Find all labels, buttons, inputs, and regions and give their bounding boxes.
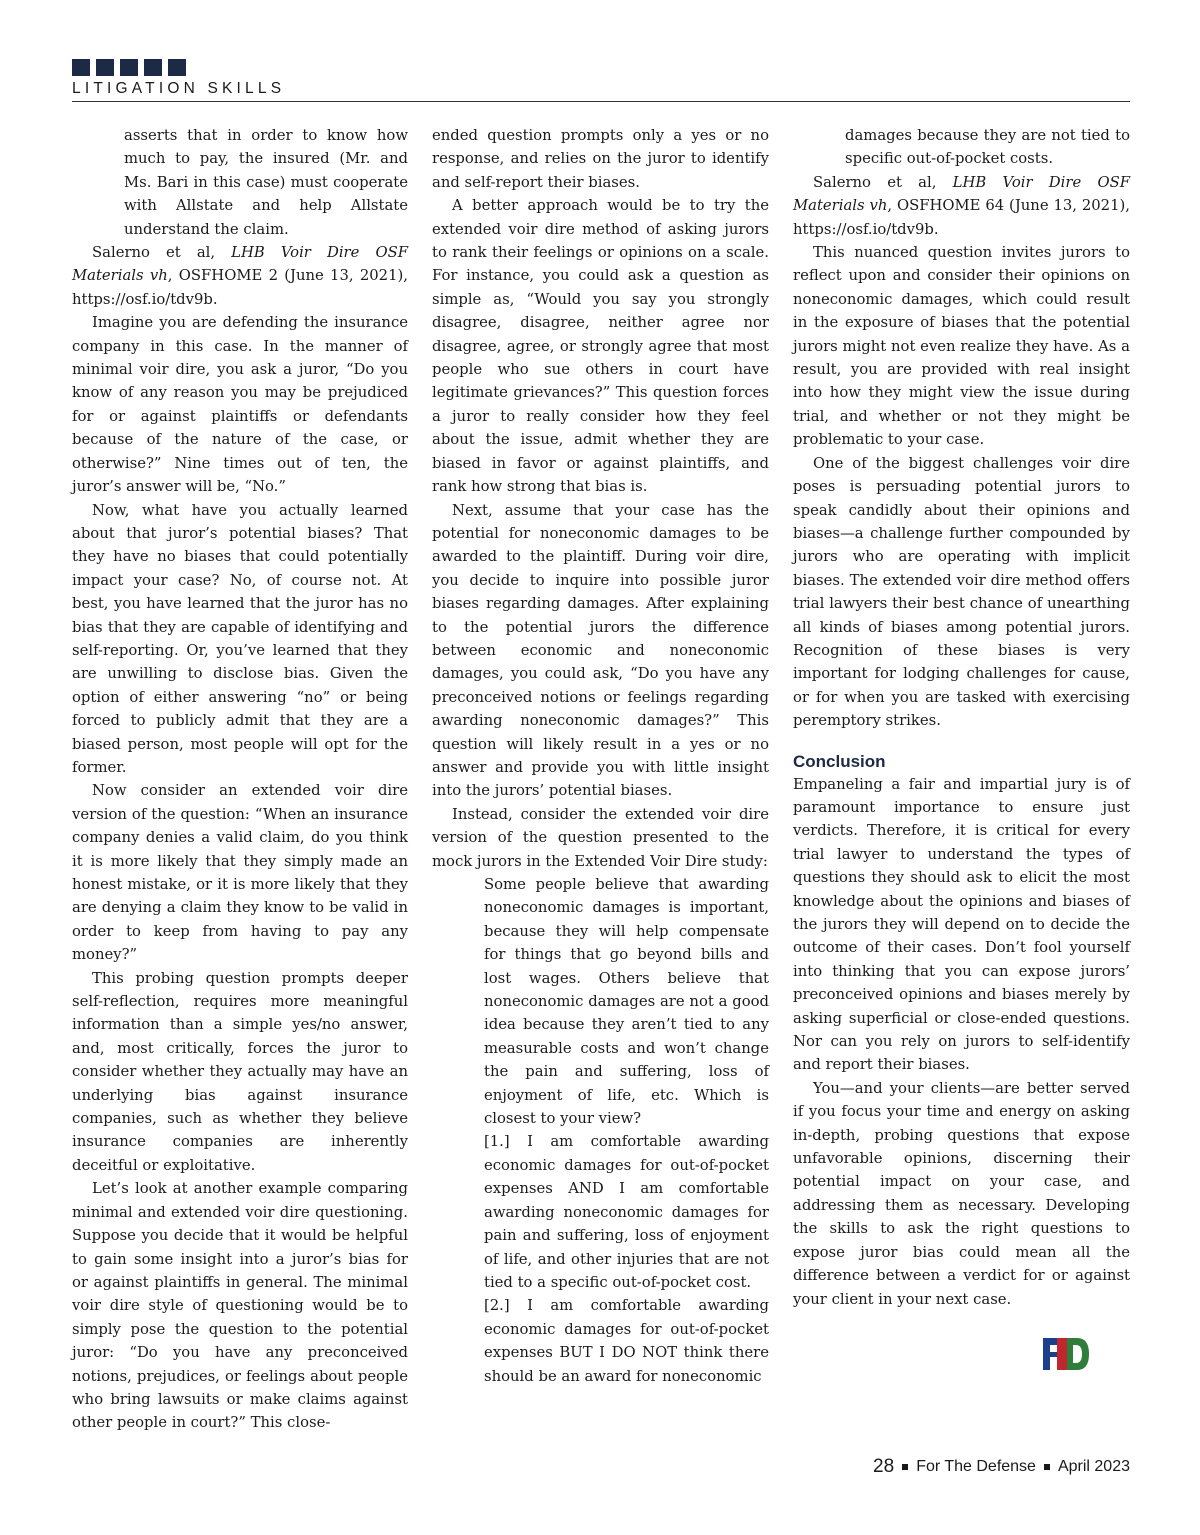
citation: Salerno et al, LHB Voir Dire OSF Materials vh, OSFHOME 64 (June 13, 2021), https://osf.io/tdv9b. — [793, 173, 1130, 238]
paragraph: This probing question prompts deeper self-reflection, requires more meaningful information than a simple yes/no answer, and, most critically, forces the juror to consider whether they actually may have an underlying bias against insurance companies, such as whether they believe insurance companies are inherently deceitful or exploitative. — [72, 969, 408, 1174]
column-3 — [793, 124, 1130, 1311]
paragraph: ended question prompts only a yes or no response, and relies on the juror to identify and self-report their biases. — [432, 127, 769, 191]
paragraph: You—and your clients—are better served if you focus your time and energy on asking in-depth, probing questions that expose unfavorable opinions, discerning their potential impact on your case, and addressing them as necessary. Developing the skills to ask the right questions to expose juror bias could mean all the difference between a verdict for or against your client in your next case. — [793, 1079, 1130, 1308]
marker-square — [168, 59, 186, 76]
section-label: LITIGATION SKILLS — [72, 80, 286, 97]
section-heading: Conclusion — [793, 751, 886, 771]
paragraph: Imagine you are defending the insurance company in this case. In the manner of minimal voir dire, you ask a juror, “Do you know of any reason you may be prejudiced for or against plaintiffs or defendants because of the nature of the case, or otherwise?” Nine times out of ten, the juror’s answer will be, “No.” — [72, 314, 408, 496]
marker-square — [144, 59, 162, 76]
page-number: 28 — [873, 1456, 895, 1477]
block-quote: asserts that in order to know how much to pay, the insured (Mr. and Ms. Bari in this case) must cooperate with Allstate and help Allstate understand the claim. — [124, 127, 408, 238]
column-1 — [72, 124, 408, 1435]
column-2 — [432, 124, 769, 1388]
citation: Salerno et al, LHB Voir Dire OSF Materials vh, OSFHOME 2 (June 13, 2021), https://osf.io/tdv9b. — [72, 244, 408, 308]
marker-square — [120, 59, 138, 76]
paragraph: A better approach would be to try the extended voir dire method of asking jurors to rank their feelings or opinions on a scale. For instance, you could ask a question as simple as, “Would you say you strongly disagree, disagree, neither agree nor disagree, agree, or strongly agree that most people who sue others in court have legitimate grievances?” This question forces a juror to really consider how they feel about the issue, admit whether they are biased in favor or against plaintiffs, and rank how strong that bias is. — [432, 197, 769, 496]
paragraph: Now, what have you actually learned about that juror’s potential biases? That they have no biases that could potentially impact your case? No, of course not. At best, you have learned that the juror has no bias that they are capable of identifying and self-reporting. Or, you’ve learned that they are unwilling to disclose bias. Given the option of either answering “no” or being forced to publicly admit that they are a biased person, most people will opt for the former. — [72, 501, 408, 776]
section-marker-squares — [72, 59, 186, 76]
paragraph: This nuanced question invites jurors to reflect upon and consider their opinions on noneconomic damages, which could result in the exposure of biases that the potential jurors might not even realize they have. As a result, you are provided with real insight into how they might view the issue during trial, and whether or not they might be problematic to your case. — [793, 244, 1130, 449]
paragraph: Empaneling a fair and impartial jury is of paramount importance to ensure just verdicts. Therefore, it is critical for every trial lawyer to understand the types of questions they should ask to elicit the most knowledge about the opinions and biases of the jurors they will depend on to decide the outcome of their cases. Don’t fool yourself into thinking that you can expose jurors’ preconceived opinions and biases merely by asking superficial or close-ended questions. Nor can you rely on jurors to self-identify and report their biases. — [793, 775, 1130, 1074]
paragraph: Now consider an extended voir dire version of the question: “When an insurance company denies a valid claim, do you think it is more likely that they simply made an honest mistake, or it is more likely that they are denying a claim they know to be valid in order to keep from having to pay any money?” — [72, 782, 408, 964]
header-rule — [72, 101, 1130, 102]
marker-square — [96, 59, 114, 76]
page-footer — [873, 1456, 1130, 1478]
answer-option: [2.] I am comfortable awarding economic damages for out-of-pocket expenses BUT I DO NOT think there should be an award for noneconomic — [484, 1297, 769, 1385]
paragraph: Let’s look at another example comparing minimal and extended voir dire questioning. Suppose you decide that it would be helpful to gain some insight into a juror’s bias for or against plaintiffs in general. The minimal voir dire style of questioning would be to simply pose the question to the potential juror: “Do you have any preconceived notions, prejudices, or feelings about people who bring lawsuits or make claims against other people in court?” This close- — [72, 1180, 408, 1432]
bullet-separator — [902, 1464, 908, 1470]
paragraph: One of the biggest challenges voir dire poses is persuading potential jurors to speak candidly about their opinions and biases—a challenge further compounded by jurors who are operating with implicit biases. The extended voir dire method offers trial lawyers their best chance of unearthing all kinds of biases among potential jurors. Recognition of these biases is very important for lodging challenges for cause, or for when you are tasked with exercising peremptory strikes. — [793, 454, 1130, 730]
block-quote: damages because they are not tied to specific out-of-pocket costs. — [845, 127, 1130, 168]
paragraph: Instead, consider the extended voir dire version of the question presented to the mock jurors in the Extended Voir Dire study: — [432, 805, 769, 870]
issue-date: April 2023 — [1057, 1458, 1130, 1475]
paragraph: Next, assume that your case has the potential for noneconomic damages to be awarded to the plaintiff. During voir dire, you decide to inquire into possible juror biases regarding damages. After explaining to the potential jurors the difference between economic and noneconomic damages, you could ask, “Do you have any preconceived notions or feelings regarding awarding noneconomic damages?” This question will likely result in a yes or no answer and provide you with little insight into the jurors’ potential biases. — [432, 501, 769, 800]
publication-name: For The Defense — [916, 1458, 1036, 1475]
answer-option: [1.] I am comfortable awarding economic damages for out-of-pocket expenses AND I am comfortable awarding noneconomic damages for pain and suffering, loss of enjoyment of life, and other injuries that are not tied to a specific out-of-pocket cost. — [484, 1133, 769, 1291]
bullet-separator — [1044, 1464, 1050, 1470]
marker-square — [72, 59, 90, 76]
block-quote: Some people believe that awarding noneconomic damages is important, because they will help compensate for things that go beyond bills and lost wages. Others believe that noneconomic damages are not a good idea because they aren’t tied to any measurable costs and won’t change the pain and suffering, loss of enjoyment of life, etc. Which is closest to your view? — [484, 876, 769, 1128]
ftd-logo-icon — [1043, 1336, 1089, 1372]
